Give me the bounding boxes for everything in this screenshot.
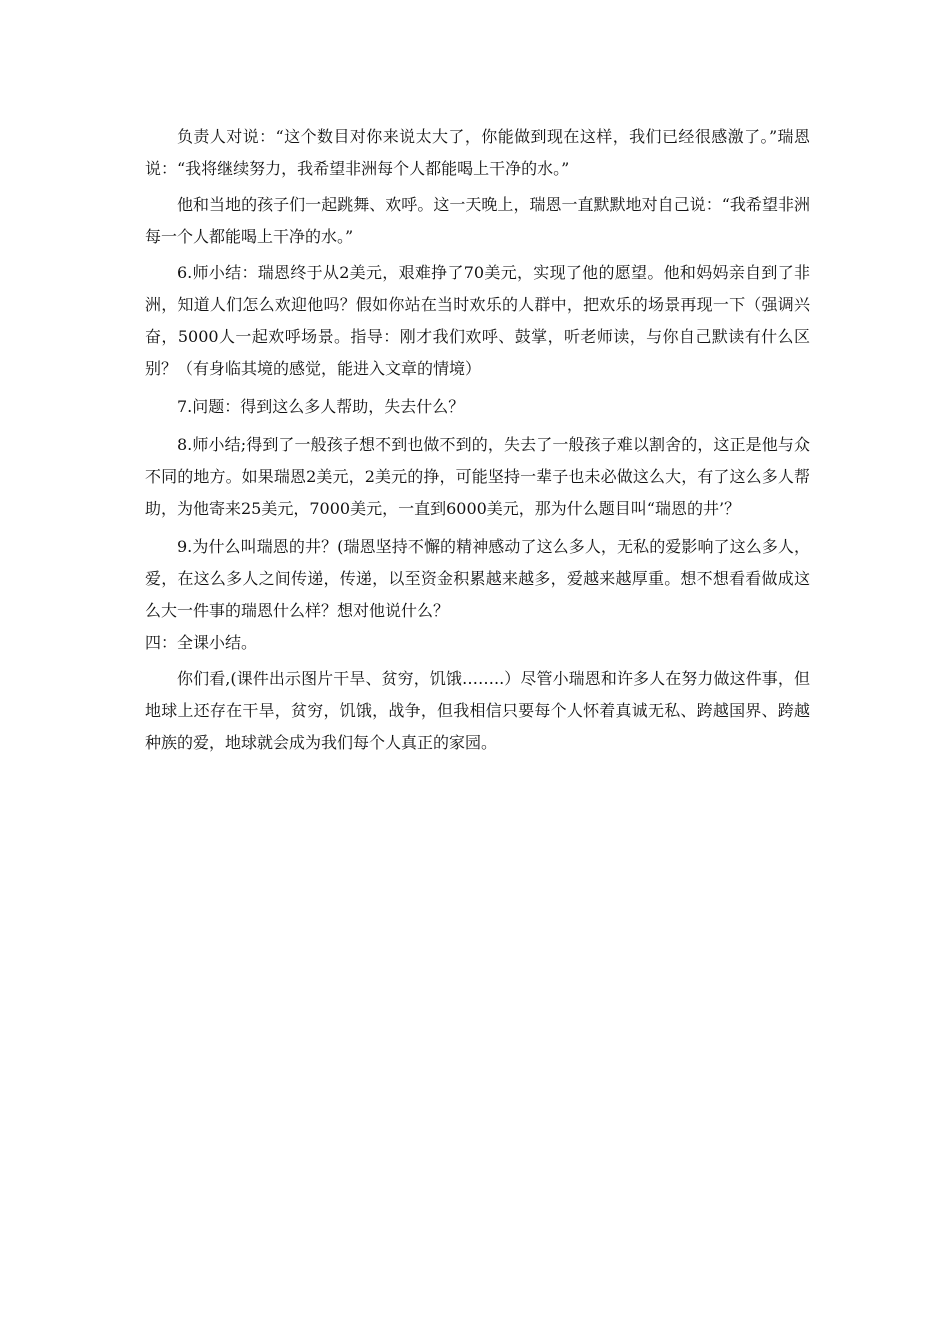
section-heading-summary: 四：全课小结。 (145, 633, 258, 652)
paragraph-item-9: 9.为什么叫瑞恩的井？(瑞恩坚持不懈的精神感动了这么多人，无私的爱影响了这么多人，爱，在这么多人之间传递，传递，以至资金积累越来越多，爱越来越厚重。想不想看看做成这么大一件事的瑞恩什么样？想对他说什么？ (145, 537, 810, 620)
paragraph-celebration: 他和当地的孩子们一起跳舞、欢呼。这一天晚上，瑞恩一直默默地对自己说：“我希望非洲每一个人都能喝上干净的水。” (145, 195, 810, 246)
paragraph-item-6: 6.师小结：瑞恩终于从2美元，艰难挣了70美元，实现了他的愿望。他和妈妈亲自到了非洲，知道人们怎么欢迎他吗？假如你站在当时欢乐的人群中，把欢乐的场景再现一下（强调兴奋，5000人一起欢呼场景。指导：刚才我们欢呼、鼓掌，听老师读，与你自己默读有什么区别？（有身临其境的感觉，能进入文章的情境） (145, 263, 810, 378)
paragraph-item-8: 8.师小结;得到了一般孩子想不到也做不到的，失去了一般孩子难以割舍的，这正是他与众不同的地方。如果瑞恩2美元，2美元的挣，可能坚持一辈子也未必做这么大，有了这么多人帮助，为他寄来25美元，7000美元，一直到6000美元，那为什么题目叫“瑞恩的井’？ (145, 435, 810, 518)
paragraph-response-dialogue: 负责人对说：“这个数目对你来说太大了，你能做到现在这样，我们已经很感激了。”瑞恩说：“我将继续努力，我希望非洲每个人都能喝上干净的水。” (145, 127, 810, 178)
paragraph-item-7: 7.问题：得到这么多人帮助，失去什么？ (177, 397, 465, 416)
document-body (145, 121, 810, 759)
paragraph-summary: 你们看,(课件出示图片干旱、贫穷，饥饿……..）尽管小瑞恩和许多人在努力做这件事，但地球上还存在干旱，贫穷，饥饿，战争，但我相信只要每个人怀着真诚无私、跨越国界、跨越种族的爱，地球就会成为我们每个人真正的家园。 (145, 669, 810, 752)
